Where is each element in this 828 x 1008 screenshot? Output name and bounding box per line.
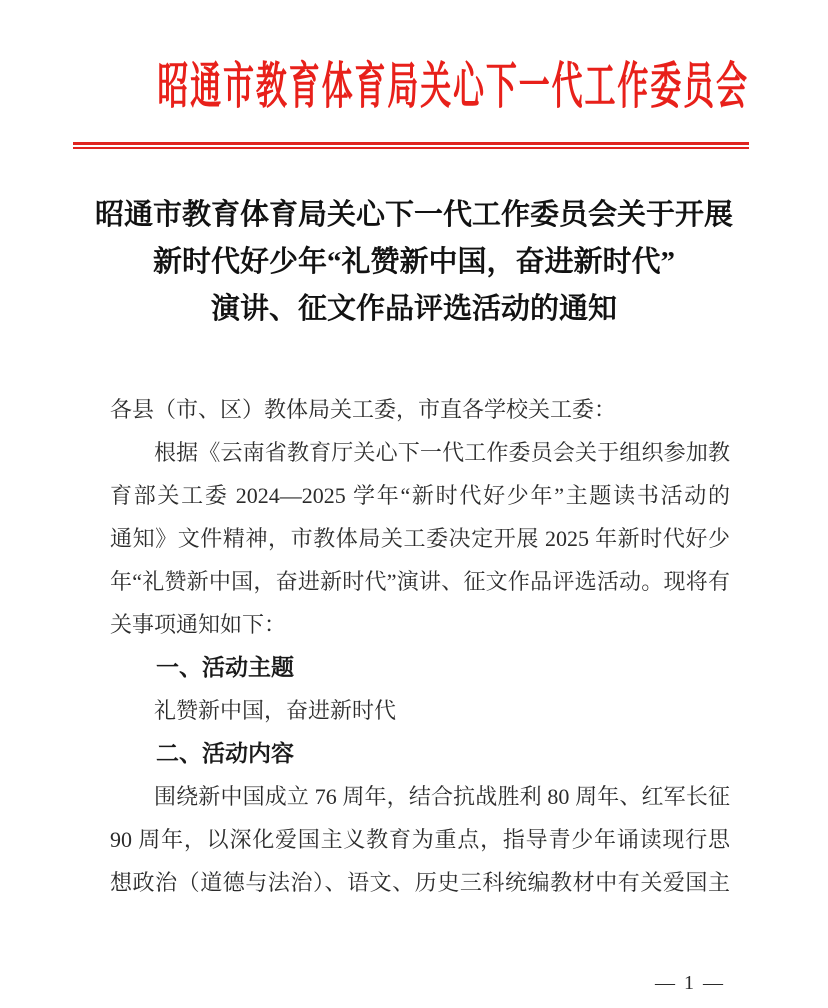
body-line: 想政治（道德与法治）、语文、历史三科统编教材中有关爱国主 <box>110 870 730 895</box>
document-title <box>64 192 764 333</box>
letterhead-org-name: 昭通市教育体育局关心下一代工作委员会 <box>157 58 749 114</box>
red-divider-line <box>73 142 749 149</box>
document-body <box>110 388 730 904</box>
body-line: 年“礼赞新中国，奋进新时代”演讲、征文作品评选活动。现将有 <box>110 569 730 594</box>
body-line: 关事项通知如下： <box>110 612 287 637</box>
body-line: 90 周年，以深化爱国主义教育为重点，指导青少年诵读现行思 <box>110 827 730 852</box>
document-title-line-1: 昭通市教育体育局关心下一代工作委员会关于开展 <box>94 199 733 231</box>
body-line: 礼赞新中国，奋进新时代 <box>154 698 397 723</box>
document-title-line-2: 新时代好少年“礼赞新中国，奋进新时代” <box>152 246 675 278</box>
body-line: 育部关工委 2024—2025 学年“新时代好少年”主题读书活动的 <box>110 483 730 508</box>
salutation-line: 各县（市、区）教体局关工委，市直各学校关工委： <box>110 397 617 422</box>
document-title-line-3: 演讲、征文作品评选活动的通知 <box>210 293 617 325</box>
section-heading-2: 二、活动内容 <box>156 740 294 766</box>
body-line: 根据《云南省教育厅关心下一代工作委员会关于组织参加教 <box>154 440 730 465</box>
body-line: 围绕新中国成立 76 周年，结合抗战胜利 80 周年、红军长征 <box>154 784 730 809</box>
section-heading-1: 一、活动主题 <box>156 654 294 680</box>
body-line: 通知》文件精神，市教体局关工委决定开展 2025 年新时代好少 <box>110 526 730 551</box>
page-number: — 1 — <box>655 972 725 994</box>
